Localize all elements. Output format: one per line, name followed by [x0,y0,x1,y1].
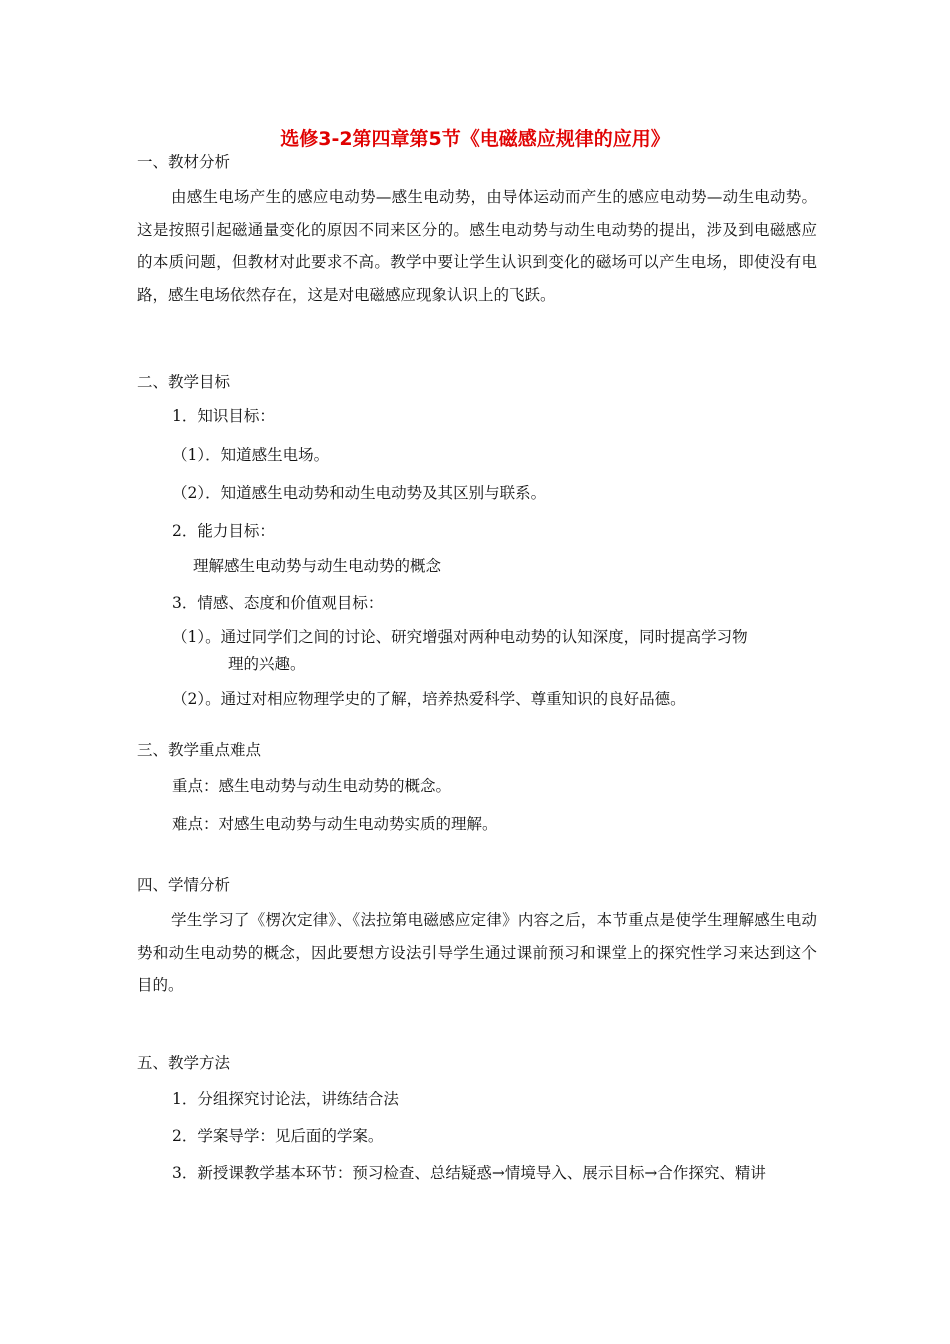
emotion-goal-item-1 [172,624,817,678]
section-heading-textbook-analysis: 一、教材分析 [137,153,231,171]
ability-goal-item: 理解感生电动势与动生电动势的概念 [193,557,442,575]
textbook-analysis-paragraph: 由感生电场产生的感应电动势—感生电动势，由导体运动而产生的感应电动势—动生电动势。这是按照引起磁通量变化的原因不同来区分的。感生电动势与动生电动势的提出，涉及到电磁感应的本质问题，但教材对此要求不高。教学中要让学生认识到变化的磁场可以产生电场，即使没有电路，感生电场依然存在，这是对电磁感应现象认识上的飞跃。 [137,188,817,305]
student-analysis-paragraph: 学生学习了《楞次定律》、《法拉第电磁感应定律》内容之后，本节重点是使学生理解感生电动势和动生电动势的概念，因此要想方设法引导学生通过课前预习和课堂上的探究性学习来达到这个目的。 [137,911,817,995]
method-item-1: 1．分组探究讨论法，讲练结合法 [172,1090,399,1108]
knowledge-goal-item-1: （1）．知道感生电场。 [172,446,330,464]
key-point: 重点：感生电动势与动生电动势的概念。 [172,777,452,795]
difficult-point: 难点：对感生电动势与动生电动势实质的理解。 [172,815,498,833]
knowledge-goal-title: 1．知识目标： [172,407,275,425]
emotion-goal-item-1-line-2: 理的兴趣。 [228,655,306,673]
emotion-goal-item-2: （2）。通过对相应物理学史的了解，培养热爱科学、尊重知识的良好品德。 [172,690,686,708]
ability-goal-title: 2．能力目标： [172,522,275,540]
knowledge-goal-item-2: （2）．知道感生电动势和动生电动势及其区别与联系。 [172,484,547,502]
document-title: 选修3-2第四章第5节《电磁感应规律的应用》 [280,128,670,150]
section-heading-student-analysis: 四、学情分析 [137,876,231,894]
section-heading-teaching-methods: 五、教学方法 [137,1054,231,1072]
emotion-goal-title: 3．情感、态度和价值观目标： [172,594,384,612]
method-item-2: 2．学案导学：见后面的学案。 [172,1127,384,1145]
section-heading-teaching-goals: 二、教学目标 [137,373,231,391]
emotion-goal-item-1-line-1: （1）。通过同学们之间的讨论、研究增强对两种电动势的认知深度，同时提高学习物 [172,628,748,646]
method-item-3: 3．新授课教学基本环节：预习检查、总结疑惑→情境导入、展示目标→合作探究、精讲 [172,1164,766,1182]
section-heading-key-points: 三、教学重点难点 [137,741,262,759]
